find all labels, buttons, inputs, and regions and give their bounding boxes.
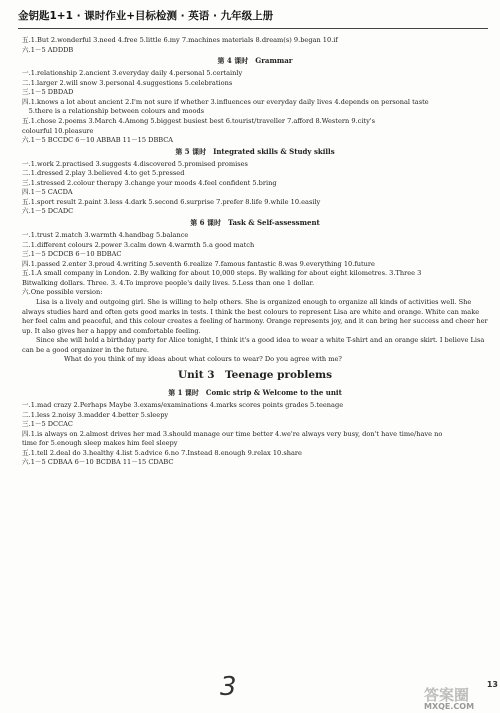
- essay-paragraph: Since she will hold a birthday party for Alice tonight, I think it's a good idea to wear a white T-shirt and an orange skirt. I believe Lisa can be a good organizer in the future.: [22, 336, 485, 354]
- answer-line: 二.1.larger 2.will snow 3.personal 4.suggestions 5.celebrations: [22, 78, 233, 87]
- answer-line: 五.1.But 2.wonderful 3.need 4.free 5.little 6.my 7.machines materials 8.dream(s) 9.began 10.if: [22, 36, 338, 44]
- essay-paragraph: Lisa is a lively and outgoing girl. She is willing to help others. She is organized enough to organize all kinds of activities well. She always studies hard and often gets good marks in tests. I think the best colours to represent Lisa are white and orange. White can make her feel calm and peaceful, and this colour creates a feeling of harmony. Orange represents joy, and it can bring her success and cheer her up. It also gives her a happy and comfortable feeling.: [22, 298, 488, 335]
- page-tag: 13: [486, 680, 498, 689]
- watermark-site: MXQE.COM: [424, 702, 475, 711]
- answer-line: 一.1.work 2.practised 3.suggests 4.discovered 5.promised promises: [22, 159, 248, 168]
- lesson-heading: 第 5 课时 Integrated skills & Study skills: [175, 146, 335, 156]
- answer-line: 六.One possible version:: [22, 288, 103, 297]
- answer-line: 六.1－5 ADDDB: [22, 45, 74, 54]
- answer-line: 六.1－5 CDBAA 6－10 BCDBA 11－15 CDABC: [22, 458, 174, 467]
- page-header: [18, 6, 488, 29]
- lesson-heading: 第 6 课时 Task & Self-assessment: [190, 218, 320, 228]
- lesson-heading: 第 1 课时 Comic strip & Welcome to the unit: [168, 388, 342, 398]
- answer-line: Bitwalking dollars. Three. 3. 4.To improve people's daily lives. 5.Less than one 1 dollar.: [22, 278, 315, 287]
- lesson-heading: 第 4 课时 Grammar: [217, 56, 293, 66]
- answer-content: [22, 36, 488, 468]
- answer-line: 四.1－5 CACDA: [22, 188, 73, 197]
- answer-line: 五.1.chose 2.poems 3.March 4.Among 5.biggest busiest best 6.tourist/traveller 7.afford 8.Western 9.city's: [22, 116, 376, 125]
- corner-watermark: [418, 680, 498, 713]
- unit-heading: Unit 3 Teenage problems: [177, 368, 333, 381]
- answer-line: 四.1.knows a lot about ancient 2.I'm not sure if whether 3.influences our everyday daily lives 4.depends on personal taste: [22, 97, 429, 106]
- book-title: 金钥匙1+1 · 课时作业+目标检测 · 英语 · 九年级上册: [18, 10, 274, 22]
- answer-line: 三.1.stressed 2.colour therapy 3.change your moods 4.feel confident 5.bring: [22, 178, 277, 187]
- answer-line: 四.1.is always on 2.almost drives her mad 3.should manage our time better 4.we're always very busy, don't have time/have no: [22, 429, 443, 438]
- answer-line: 六.1－5 DCADC: [22, 207, 74, 216]
- answer-line: 一.1.relationship 2.ancient 3.everyday daily 4.personal 5.certainly: [22, 69, 243, 78]
- answer-line: 二.1.less 2.noisy 3.madder 4.better 5.sleepy: [22, 410, 169, 419]
- answer-line: 三.1－5 DBDAD: [22, 88, 74, 97]
- essay-closing: What do you think of my ideas about what colours to wear? Do you agree with me?: [64, 355, 342, 364]
- answer-line: 三.1－5 DCDCB 6－10 BDBAC: [22, 250, 122, 259]
- answer-line: 四.1.passed 2.enter 3.proud 4.writing 5.seventh 6.realize 7.famous fantastic 8.was 9.everything 10.future: [22, 259, 375, 268]
- answer-line: colourful 10.pleasure: [22, 126, 94, 135]
- answer-line: 二.1.dressed 2.play 3.believed 4.to get 5.pressed: [22, 169, 185, 178]
- answer-line: 二.1.different colours 2.power 3.calm down 4.warmth 5.a good match: [22, 240, 255, 249]
- answer-line: 5.there is a relationship between colours and moods: [22, 107, 205, 116]
- answer-line: 五.1.A small company in London. 2.By walking for about 10,000 steps. By walking for about eight kilometres. 3.Three 3: [22, 269, 422, 278]
- watermark-logo: 答案圈: [424, 686, 470, 704]
- handwritten-page-number: 3: [220, 672, 237, 702]
- answer-line: 一.1.trust 2.match 3.warmth 4.handbag 5.balance: [22, 231, 189, 240]
- answer-line: time for 5.enough sleep makes him feel sleepy: [22, 439, 178, 448]
- answer-line: 五.1.sport result 2.paint 3.less 4.dark 5.second 6.surprise 7.prefer 8.life 9.while 10.easily: [22, 197, 321, 206]
- answer-line: 六.1－5 BCCDC 6－10 ABBAB 11－15 DBBCA: [22, 136, 174, 145]
- answer-line: 三.1－5 DCCAC: [22, 420, 73, 429]
- answer-line: 五.1.tell 2.deal do 3.healthy 4.list 5.advice 6.no 7.Instead 8.enough 9.relax 10.share: [22, 448, 302, 457]
- answer-line: 一.1.mad crazy 2.Perhaps Maybe 3.exams/examinations 4.marks scores points grades 5.teenage: [22, 401, 344, 410]
